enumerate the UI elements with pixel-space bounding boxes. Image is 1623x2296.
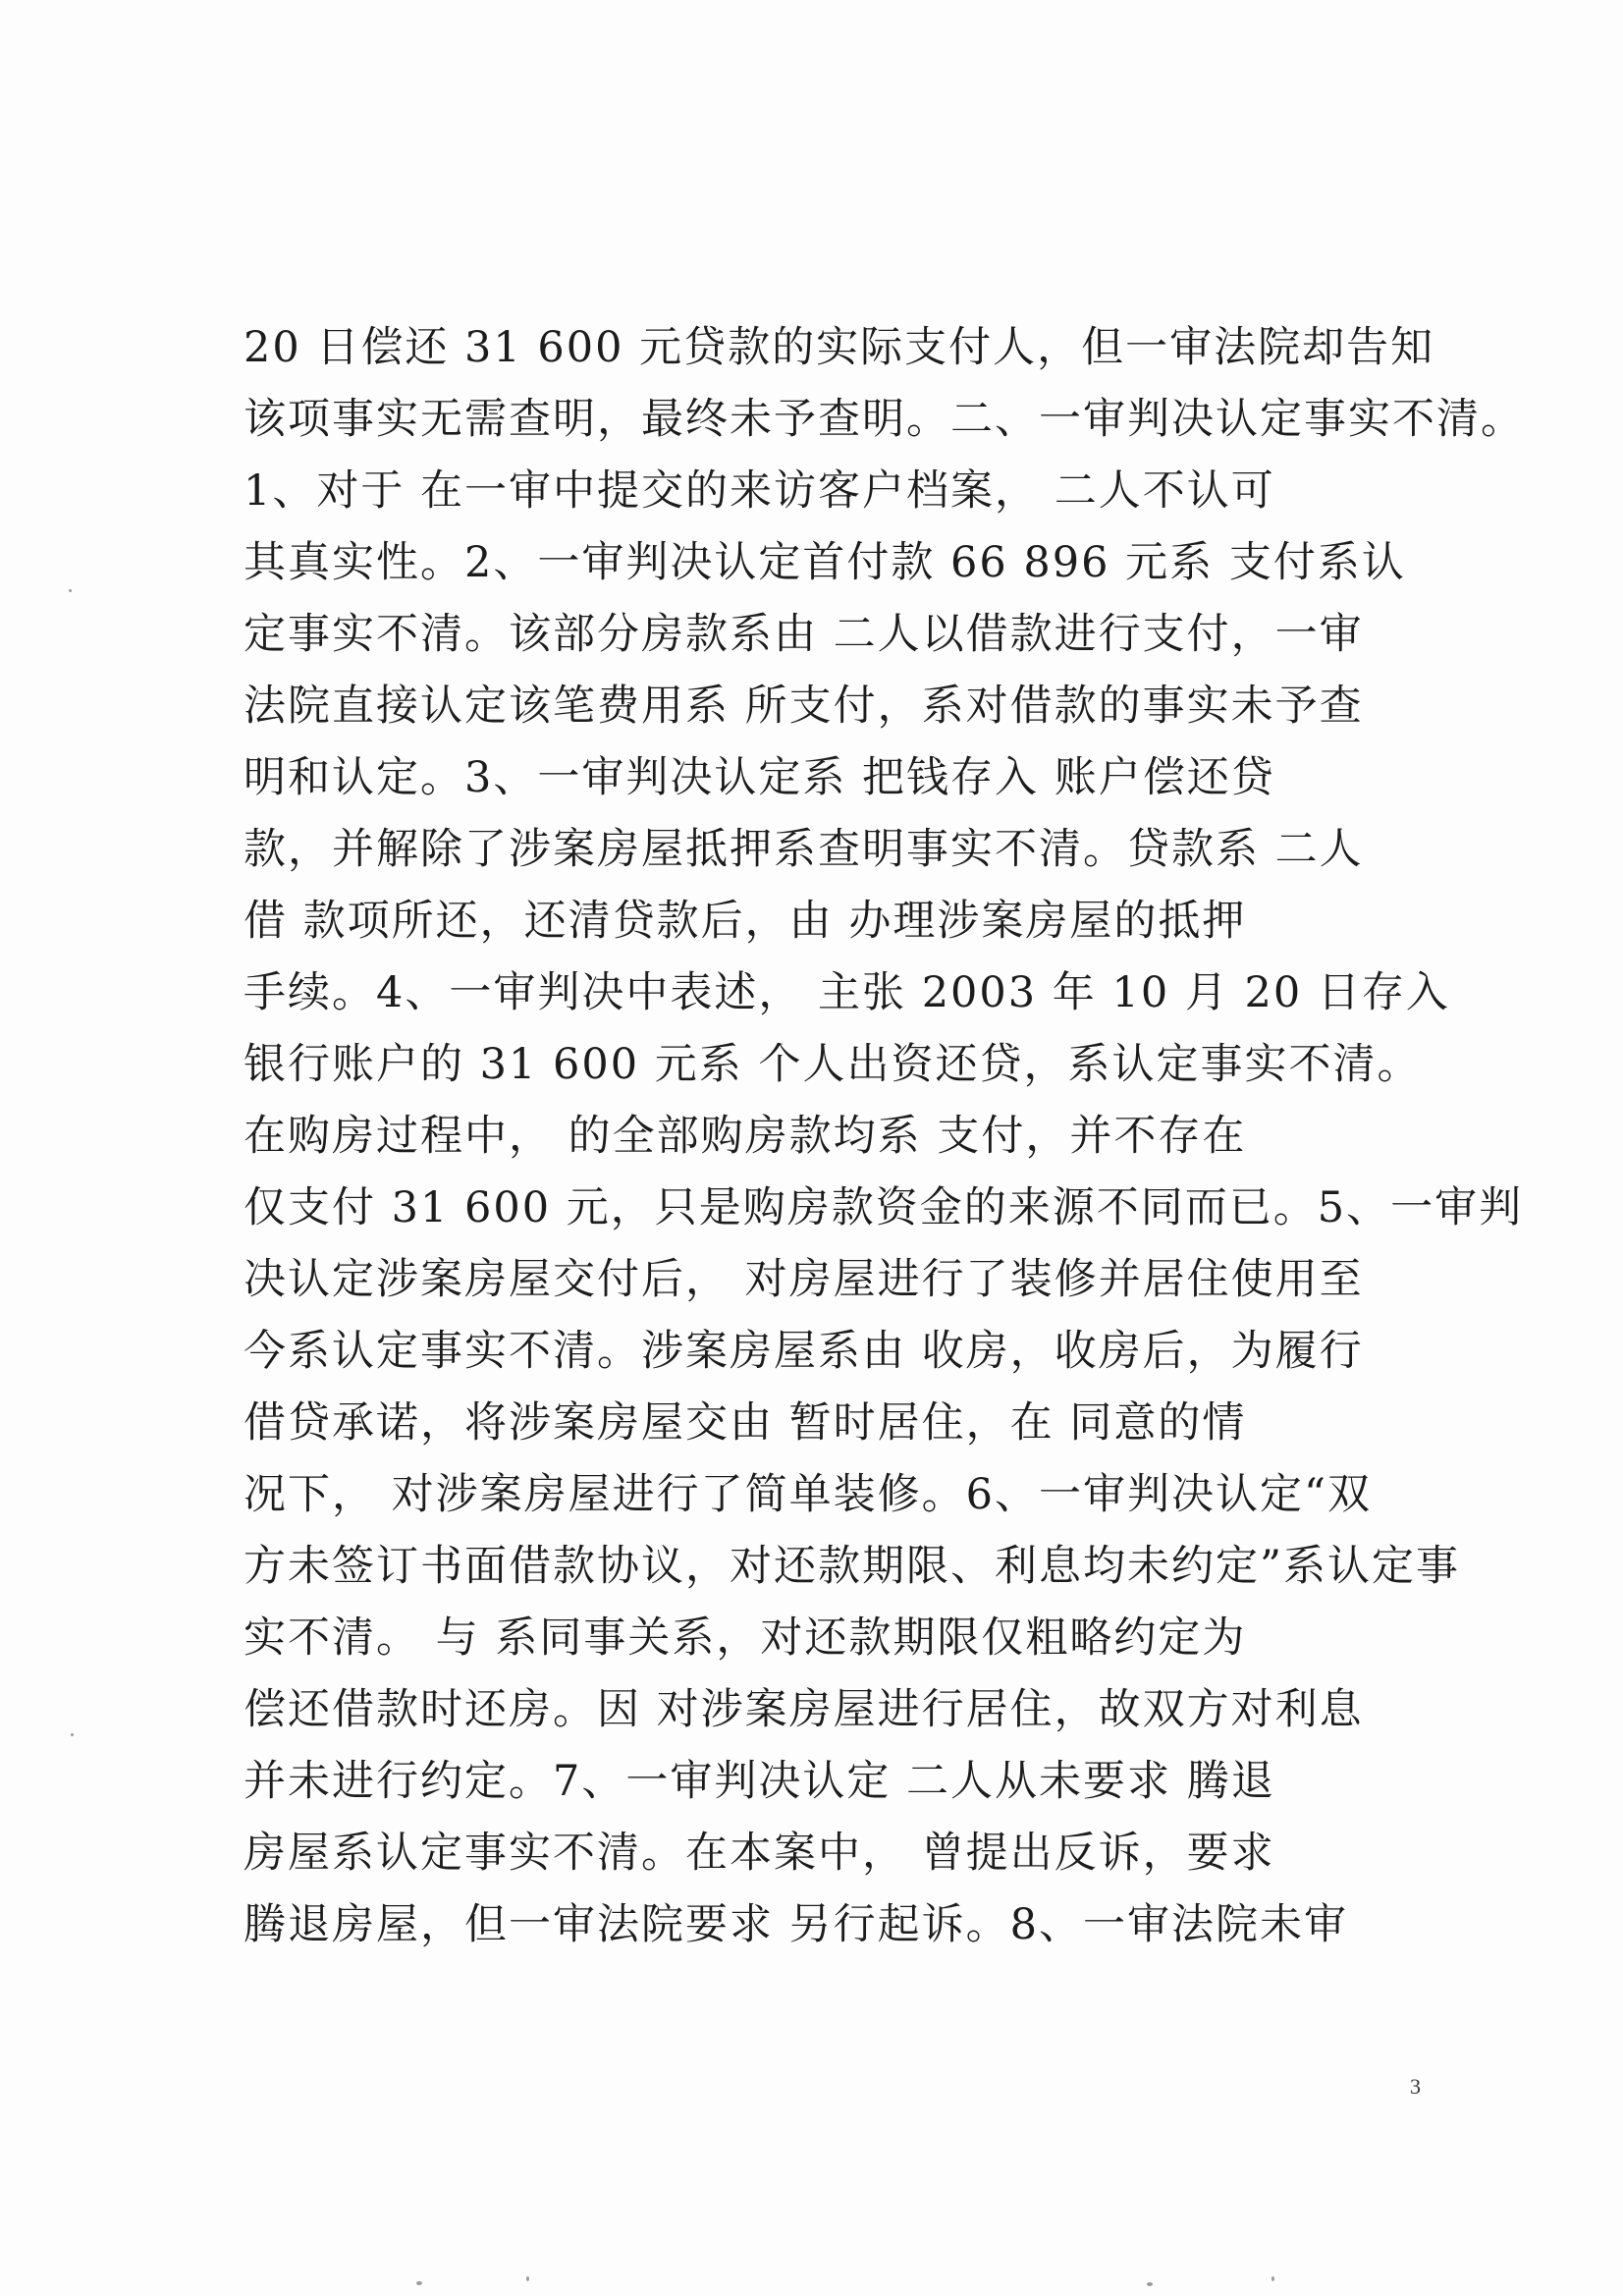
text-line: 在购房过程中， 的全部购房款均系 支付，并不存在 bbox=[243, 1112, 1247, 1161]
scan-speck bbox=[1147, 2282, 1153, 2286]
text-line: 方未签订书面借款协议，对还款期限、利息均未约定”系认定事 bbox=[243, 1542, 1460, 1591]
text-line: 决认定涉案房屋交付后， 对房屋进行了装修并居住使用至 bbox=[243, 1255, 1364, 1304]
text-line: 1、对于 在一审中提交的来访客户档案， 二人不认可 bbox=[243, 466, 1275, 516]
text-line: 借 款项所还，还清贷款后，由 办理涉案房屋的抵押 bbox=[243, 897, 1247, 946]
text-line: 实不清。 与 系同事关系，对还款期限仅粗略约定为 bbox=[243, 1613, 1247, 1663]
scan-speck bbox=[416, 2281, 422, 2285]
scan-speck bbox=[1271, 2276, 1274, 2281]
body-text bbox=[243, 312, 1525, 1961]
text-line: 20 日偿还 31 600 元贷款的实际支付人，但一审法院却告知 bbox=[243, 323, 1435, 372]
text-line: 法院直接认定该笔费用系 所支付，系对借款的事实未予查 bbox=[243, 682, 1364, 731]
text-line: 其真实性。2、一审判决认定首付款 66 896 元系 支付系认 bbox=[243, 538, 1406, 587]
text-line: 况下， 对涉案房屋进行了简单装修。6、一审判决认定“双 bbox=[243, 1470, 1373, 1519]
scan-speck bbox=[69, 589, 72, 592]
text-line: 该项事实无需查明，最终未予查明。二、一审判决认定事实不清。 bbox=[243, 395, 1525, 444]
text-line: 明和认定。3、一审判决认定系 把钱存入 账户偿还贷 bbox=[243, 753, 1275, 802]
text-line: 银行账户的 31 600 元系 个人出资还贷，系认定事实不清。 bbox=[243, 1040, 1422, 1089]
text-line: 仅支付 31 600 元，只是购房款资金的来源不同而已。5、一审判 bbox=[243, 1183, 1524, 1232]
text-line: 今系认定事实不清。涉案房屋系由 收房，收房后，为履行 bbox=[243, 1327, 1364, 1376]
text-line: 房屋系认定事实不清。在本案中， 曾提出反诉，要求 bbox=[243, 1829, 1275, 1878]
text-line: 款，并解除了涉案房屋抵押系查明事实不清。贷款系 二人 bbox=[243, 825, 1364, 874]
scan-speck bbox=[526, 2276, 529, 2281]
text-line: 偿还借款时还房。因 对涉案房屋进行居住，故双方对利息 bbox=[243, 1685, 1364, 1734]
scan-speck bbox=[71, 1733, 74, 1736]
page-number: 3 bbox=[1410, 2074, 1421, 2099]
text-line: 定事实不清。该部分房款系由 二人以借款进行支付，一审 bbox=[243, 610, 1364, 659]
text-line: 并未进行约定。7、一审判决认定 二人从未要求 腾退 bbox=[243, 1757, 1275, 1806]
text-line: 手续。4、一审判决中表述， 主张 2003 年 10 月 20 日存入 bbox=[243, 968, 1450, 1017]
text-line: 腾退房屋，但一审法院要求 另行起诉。8、一审法院未审 bbox=[243, 1900, 1349, 1949]
text-line: 借贷承诺，将涉案房屋交由 暂时居住，在 同意的情 bbox=[243, 1398, 1247, 1448]
